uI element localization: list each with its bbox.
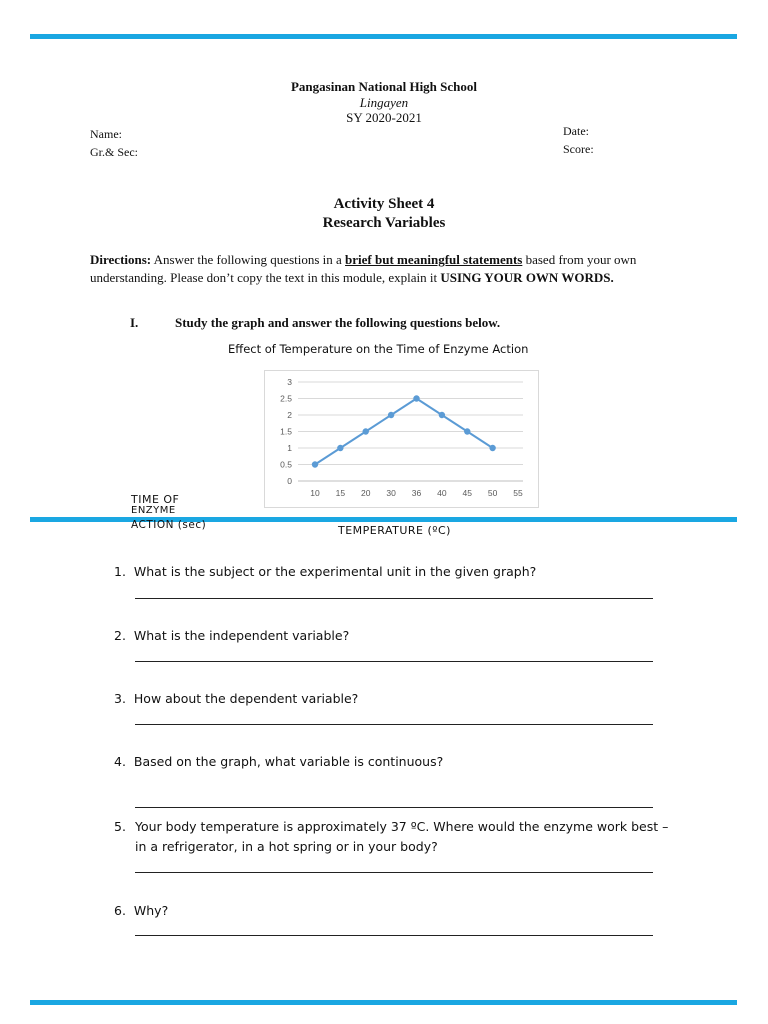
activity-title: Activity Sheet 4 — [333, 196, 435, 212]
question-6 — [114, 901, 168, 921]
answer-line-3[interactable] — [135, 724, 653, 725]
directions-emphasis-2: USING YOUR OWN WORDS. — [440, 270, 614, 285]
question-1 — [114, 562, 536, 582]
bottom-rule — [30, 1000, 737, 1005]
y-tick-label: 3 — [287, 377, 292, 387]
x-tick-label: 15 — [335, 488, 346, 498]
date-label: Date: — [563, 124, 589, 138]
y-tick-label: 1.5 — [280, 426, 292, 437]
grade-section-label: Gr.& Sec: — [90, 145, 138, 159]
data-point — [489, 445, 495, 451]
question-text: Your body temperature is approximately 37 ºC. Where would the enzyme work best – in a refrigerator, in a hot spring or in your body? — [135, 819, 669, 854]
question-text: Why? — [133, 903, 169, 918]
question-text: What is the independent variable? — [133, 628, 350, 643]
x-tick-label: 36 — [411, 488, 422, 498]
x-tick-label: 50 — [487, 488, 498, 498]
data-point — [388, 412, 394, 418]
activity-subtitle: Research Variables — [322, 215, 446, 231]
school-year: SY 2020-2021 — [346, 110, 422, 125]
chart-frame — [265, 371, 539, 508]
answer-line-6[interactable] — [135, 935, 653, 936]
x-tick-label: 55 — [513, 488, 523, 498]
answer-line-5[interactable] — [135, 872, 653, 873]
chart-x-ticks — [310, 488, 523, 498]
question-2 — [114, 626, 349, 646]
answer-line-2[interactable] — [135, 661, 653, 662]
question-number: 5. — [114, 819, 126, 834]
question-number: 2. — [114, 628, 126, 643]
data-point — [363, 428, 369, 434]
score-label: Score: — [563, 142, 594, 156]
y-axis-label-line-2: ENZYME — [131, 505, 176, 516]
question-text: Based on the graph, what variable is continuous? — [133, 754, 444, 769]
data-point — [464, 428, 470, 434]
part-instruction: Study the graph and answer the following questions below. — [175, 315, 501, 330]
data-point — [337, 445, 343, 451]
line-chart — [264, 370, 539, 508]
y-tick-label: 0.5 — [280, 459, 292, 470]
y-tick-label: 2.5 — [280, 393, 292, 404]
question-text: How about the dependent variable? — [133, 691, 359, 706]
part-numeral: I. — [130, 315, 139, 330]
x-tick-label: 45 — [462, 488, 472, 498]
question-number: 1. — [114, 564, 126, 579]
answer-line-1[interactable] — [135, 598, 653, 599]
x-tick-label: 40 — [437, 488, 447, 498]
name-label: Name: — [90, 127, 122, 141]
directions-text-2: based from your own understanding. Please don’t copy the text in this module, explain it — [90, 252, 637, 285]
question-5 — [114, 817, 674, 857]
chart-title: Effect of Temperature on the Time of Enzyme Action — [228, 342, 529, 356]
question-text: What is the subject or the experimental unit in the given graph? — [133, 564, 537, 579]
y-tick-label: 1 — [287, 443, 292, 453]
x-tick-label: 10 — [310, 488, 320, 498]
question-number: 6. — [114, 903, 126, 918]
question-number: 4. — [114, 754, 126, 769]
y-axis-label-line-3: ACTION (sec) — [131, 519, 207, 531]
directions-emphasis: brief but meaningful statements — [345, 252, 523, 267]
y-axis-label — [131, 494, 206, 531]
y-tick-label: 2 — [287, 410, 292, 420]
y-axis-label-line-1: TIME OF — [131, 493, 180, 506]
directions-label: Directions: — [90, 252, 152, 267]
data-point — [413, 395, 419, 401]
data-point — [312, 461, 318, 467]
school-name: Pangasinan National High School — [290, 79, 478, 94]
x-axis-label: TEMPERATURE (ºC) — [338, 524, 451, 537]
directions-text-1: Answer the following questions in a — [151, 252, 346, 267]
data-point — [439, 412, 445, 418]
y-tick-label: 0 — [287, 476, 292, 486]
top-rule — [30, 34, 737, 39]
x-tick-label: 20 — [361, 488, 371, 498]
x-tick-label: 30 — [386, 488, 396, 498]
question-4 — [114, 752, 443, 772]
question-number: 3. — [114, 691, 126, 706]
question-3 — [114, 689, 358, 709]
school-town: Lingayen — [359, 95, 409, 110]
directions — [90, 251, 670, 287]
answer-line-4[interactable] — [135, 807, 653, 808]
